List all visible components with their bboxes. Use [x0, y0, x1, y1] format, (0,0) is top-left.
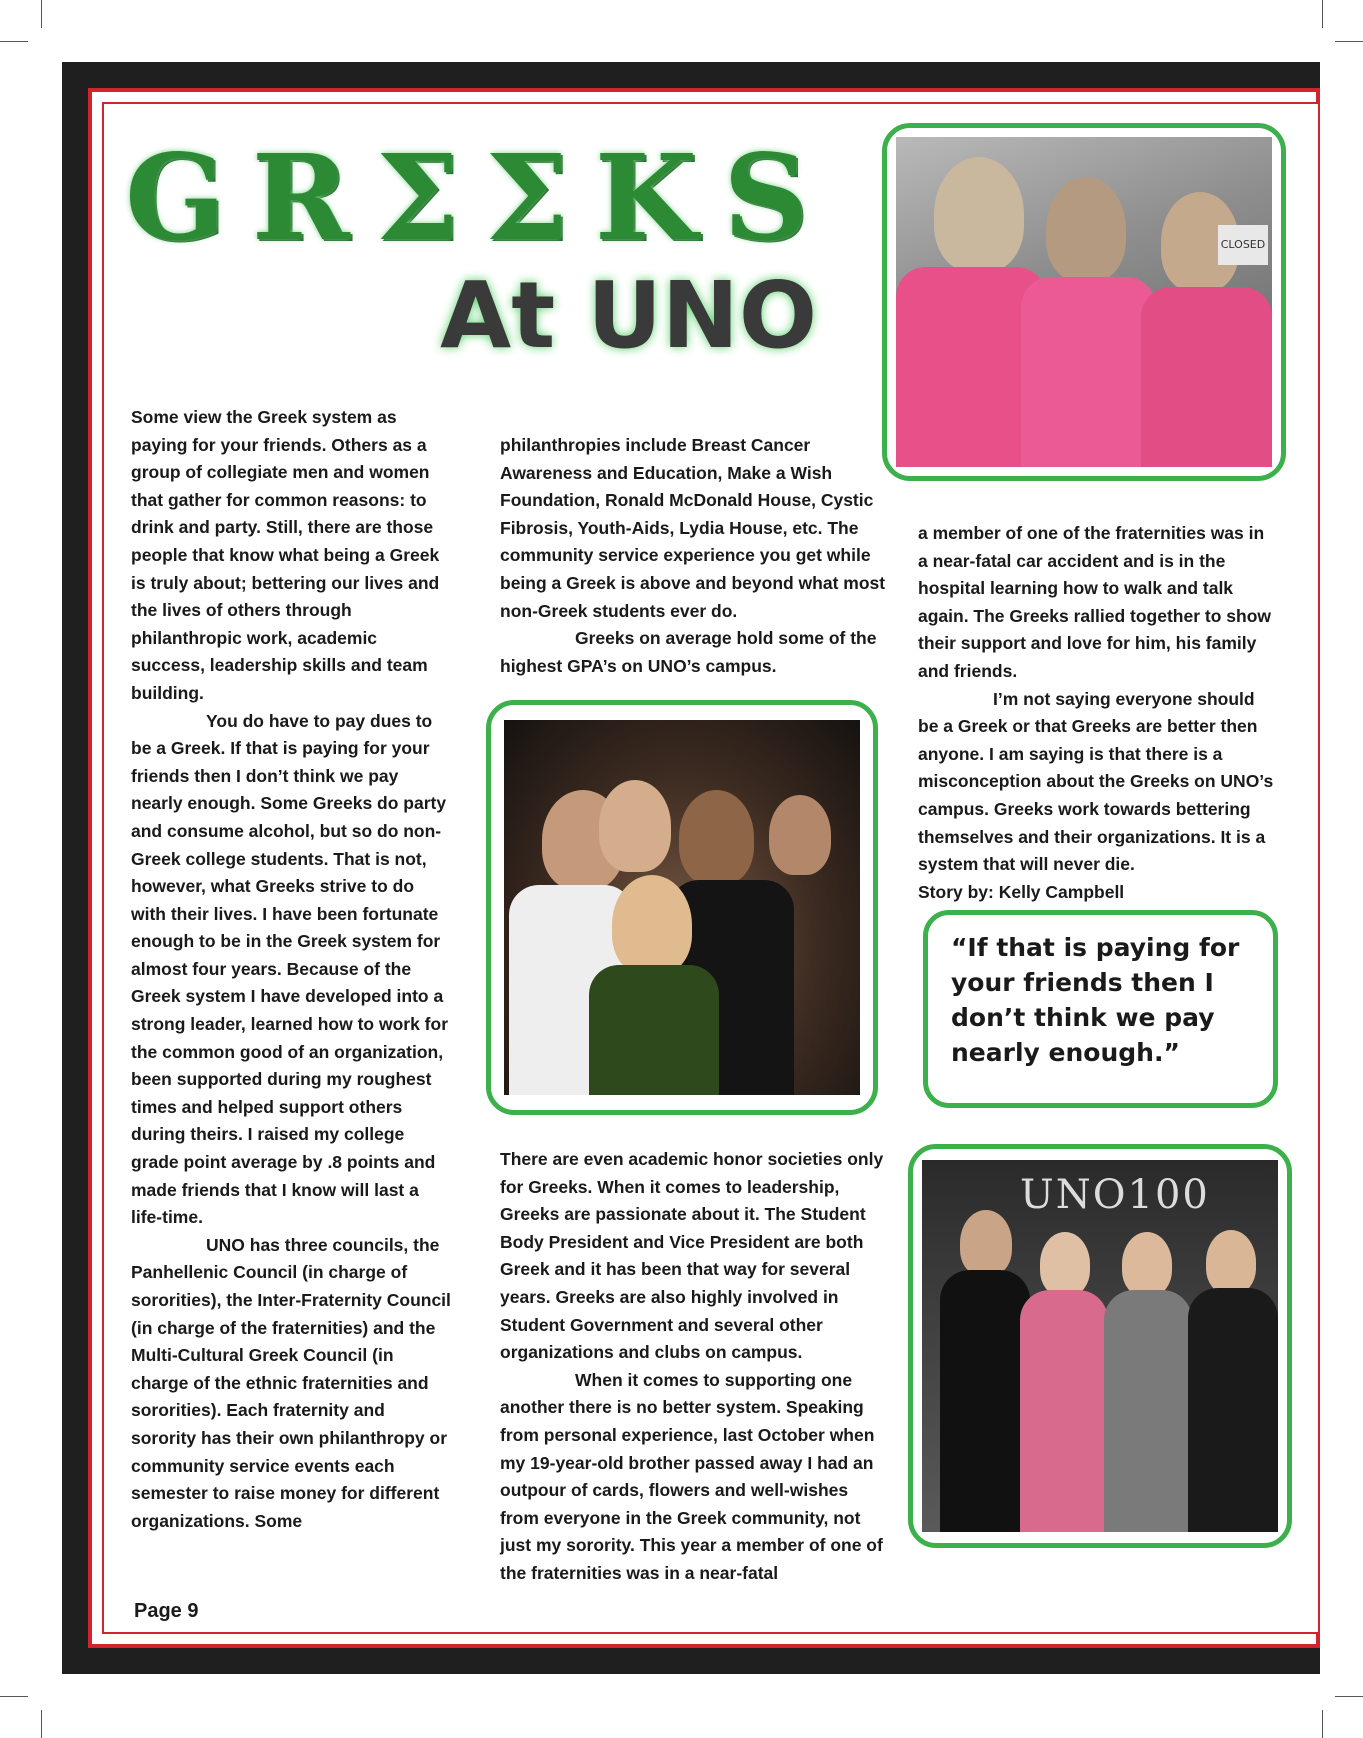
page-subtitle: At UNO: [440, 262, 818, 369]
crop-mark: [0, 1696, 28, 1697]
paragraph: philanthropies include Breast Cancer Awareness and Education, Make a Wish Foundation, Ronald McDonald House, Cystic Fibrosis, Youth-Aids, Lydia House, etc. The community service experience you get while being a Greek is above and beyond what most non-Greek students ever do.: [500, 435, 886, 621]
article-column-2-bottom: [500, 1146, 890, 1588]
paragraph: UNO has three councils, the Panhellenic Council (in charge of sororities), the Inter-Fraternity Council (in charge of the fraternities) and the Multi-Cultural Greek Council (in charge of the ethnic fraternities and sororities). Each fraternity and sorority has their own philanthropy or community service events each semester to raise money for different organizations. Some: [131, 1234, 451, 1531]
paragraph: You do have to pay dues to be a Greek. If that is paying for your friends then I don’t think we pay nearly enough. Some Greeks do party and consume alcohol, but so do non-Greek college students. That is not, however, what Greeks strive to do with their lives. I have been fortunate enough to be in the Greek system for almost four years. Because of the Greek system I have developed into a strong leader, learned how to work for the common good of an organization, been supported during my roughest times and helped support others during theirs. I raised my college grade point average by .8 points and made friends that I know will last a life-time.: [131, 710, 448, 1228]
paragraph: Greeks on average hold some of the highest GPA’s on UNO’s campus.: [500, 628, 877, 676]
article-column-1: [131, 404, 451, 1535]
closed-sign: CLOSED: [1218, 225, 1268, 265]
crop-mark: [41, 1710, 42, 1738]
person-head: [1122, 1232, 1172, 1296]
byline: Story by: Kelly Campbell: [918, 881, 1125, 902]
person-head: [1046, 177, 1126, 282]
page-title: GRΣΣKS: [125, 128, 835, 267]
paragraph: There are even academic honor societies only for Greeks. When it comes to leadership, Greeks are passionate about it. The Student Body President and Vice President are both Greek and it has been that way for several years. Greeks are also highly involved in Student Government and several other organizations and clubs on campus.: [500, 1149, 884, 1363]
pull-quote: “If that is paying for your friends then I don’t think we pay nearly enough.”: [951, 933, 1240, 1067]
person-body: [1141, 287, 1272, 467]
person-body: [1021, 277, 1156, 467]
person-body: [589, 965, 719, 1095]
paragraph: a member of one of the fraternities was in a near-fatal car accident and is in the hospital learning how to walk and talk again. The Greeks rallied together to show their support and love for him, his family and friends.: [918, 523, 1271, 681]
photo-sorority-group: [504, 720, 860, 1095]
person-head: [599, 780, 671, 872]
crop-mark: [0, 41, 28, 42]
crop-mark: [1322, 0, 1323, 28]
person-head: [612, 875, 692, 975]
crop-mark: [1322, 1710, 1323, 1738]
article-column-3: [918, 520, 1278, 906]
paragraph: I’m not saying everyone should be a Greek or that Greeks are better then anyone. I am saying is that there is a misconception about the Greeks on UNO’s campus. Greeks work towards bettering themselves and their organizations. It is a system that will never die.: [918, 688, 1274, 875]
photo-men-formal: [922, 1160, 1278, 1532]
crop-mark: [1335, 41, 1363, 42]
person-head: [1206, 1230, 1256, 1294]
person-body: [1020, 1290, 1108, 1532]
photo-women-pink-shirts: [896, 137, 1272, 467]
person-head: [934, 157, 1024, 272]
paragraph: When it comes to supporting one another there is no better system. Speaking from personal experience, last October when my 19-year-old brother passed away I had an outpour of cards, flowers and well-wishes from everyone in the Greek community, not just my sorority. This year a member of one of the fraternities was in a near-fatal: [500, 1369, 883, 1583]
crop-mark: [1335, 1696, 1363, 1697]
crop-mark: [41, 0, 42, 28]
person-body: [1104, 1290, 1192, 1532]
paragraph: Some view the Greek system as paying for your friends. Others as a group of collegiate men and women that gather for common reasons: to drink and party. Still, there are those people that know what being a Greek is truly about; bettering our lives and the lives of others through philanthropic work, academic success, leadership skills and team building.: [131, 407, 440, 703]
person-head: [1040, 1232, 1090, 1296]
page-number: Page 9: [134, 1600, 199, 1622]
person-body: [1188, 1288, 1278, 1532]
article-column-2-top: [500, 432, 890, 680]
person-head: [679, 790, 754, 885]
person-head: [769, 795, 831, 875]
uno100-banner: UNO100: [1020, 1172, 1210, 1218]
person-body: [940, 1270, 1030, 1532]
person-head: [960, 1210, 1012, 1276]
